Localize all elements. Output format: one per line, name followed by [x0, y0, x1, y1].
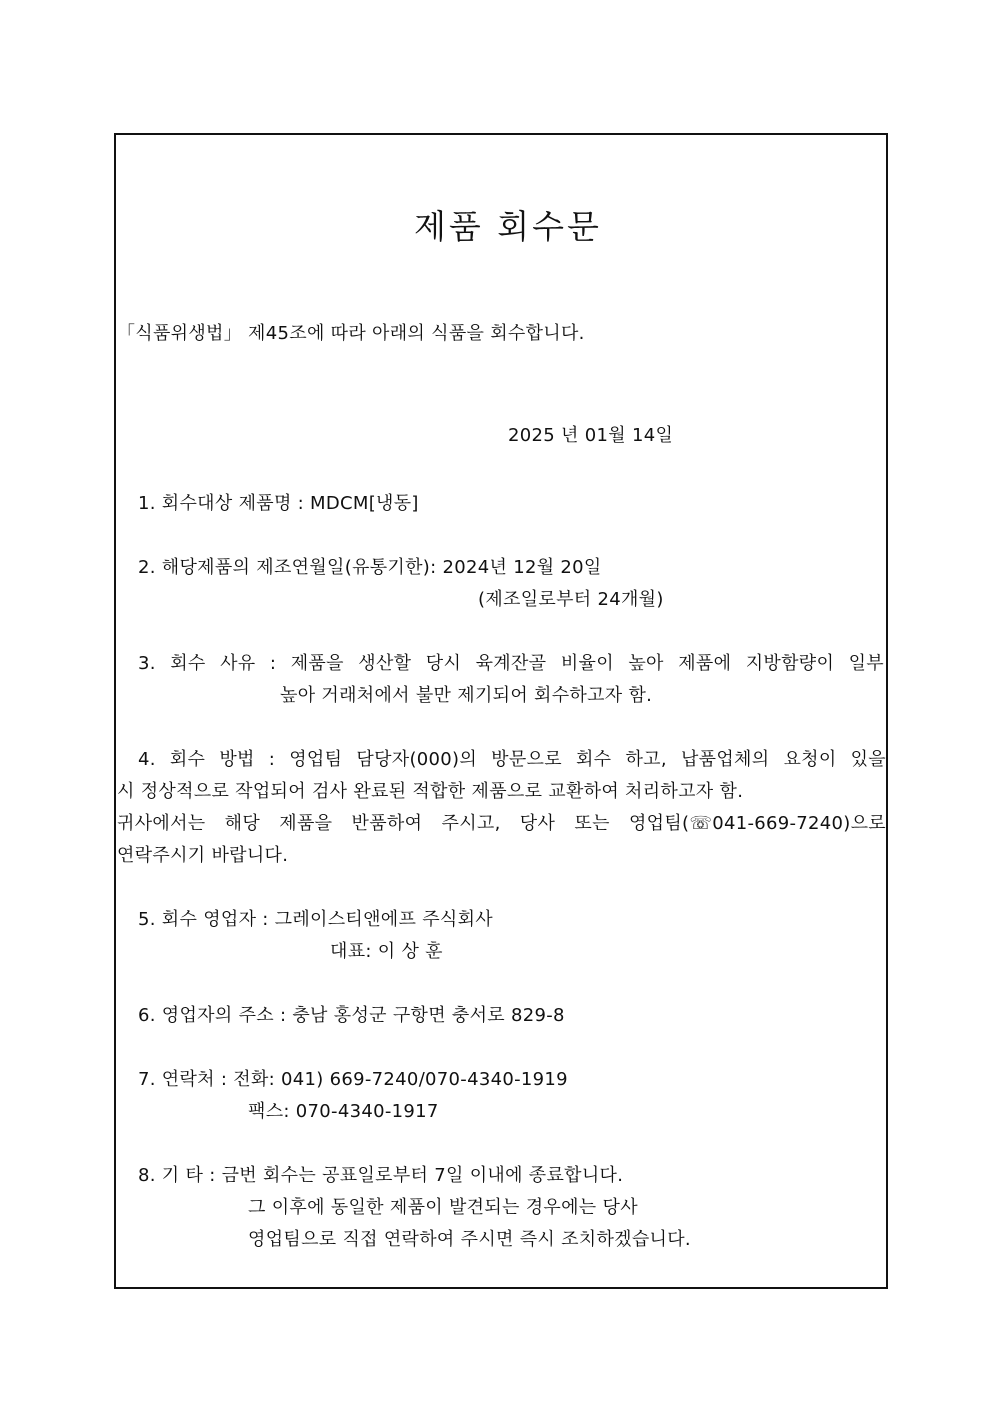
- item-3-recall-reason-cont: 높아 거래처에서 불만 제기되어 회수하고자 함.: [280, 685, 653, 706]
- item-2-shelf-life: (제조일로부터 24개월): [478, 589, 664, 610]
- item-5-representative: 대표: 이 상 훈: [330, 941, 443, 962]
- issue-date: 2025 년 01월 14일: [508, 425, 674, 446]
- item-4-contact-request-cont: 연락주시기 바랍니다.: [117, 845, 289, 866]
- item-1-product-name: 1. 회수대상 제품명 : MDCM[냉동]: [138, 493, 419, 514]
- item-8-other: 8. 기 타 : 금번 회수는 공표일로부터 7일 이내에 종료합니다.: [138, 1165, 624, 1186]
- item-7-fax: 팩스: 070-4340-1917: [248, 1101, 439, 1122]
- item-7-phone: 7. 연락처 : 전화: 041) 669-7240/070-4340-1919: [138, 1069, 568, 1090]
- item-2-manufacture-date: 2. 해당제품의 제조연월일(유통기한): 2024년 12월 20일: [138, 557, 602, 578]
- item-6-address: 6. 영업자의 주소 : 충남 홍성군 구항면 충서로 829-8: [138, 1005, 565, 1026]
- intro-text: 「식품위생법」 제45조에 따라 아래의 식품을 회수합니다.: [117, 323, 585, 344]
- document-title: 제품 회수문: [414, 207, 602, 246]
- item-4-recall-method-cont: 시 정상적으로 작업되어 검사 완료된 적합한 제품으로 교환하여 처리하고자 함.: [117, 781, 744, 802]
- document-border: [114, 133, 888, 1289]
- item-4-recall-method: 4. 회수 방법 : 영업팀 담당자(000)의 방문으로 회수 하고, 납품업체의 요청이 있을: [138, 749, 886, 770]
- item-4-contact-request: 귀사에서는 해당 제품을 반품하여 주시고, 당사 또는 영업팀(☏041-669-7240)으로: [117, 813, 886, 834]
- item-5-business-operator: 5. 회수 영업자 : 그레이스티앤에프 주식회사: [138, 909, 493, 930]
- item-8-other-cont-2: 영업팀으로 직접 연락하여 주시면 즉시 조치하겠습니다.: [248, 1229, 691, 1250]
- item-8-other-cont-1: 그 이후에 동일한 제품이 발견되는 경우에는 당사: [248, 1197, 638, 1218]
- item-3-recall-reason: 3. 회수 사유 : 제품을 생산할 당시 육계잔골 비율이 높아 제품에 지방함량이 일부: [138, 653, 884, 674]
